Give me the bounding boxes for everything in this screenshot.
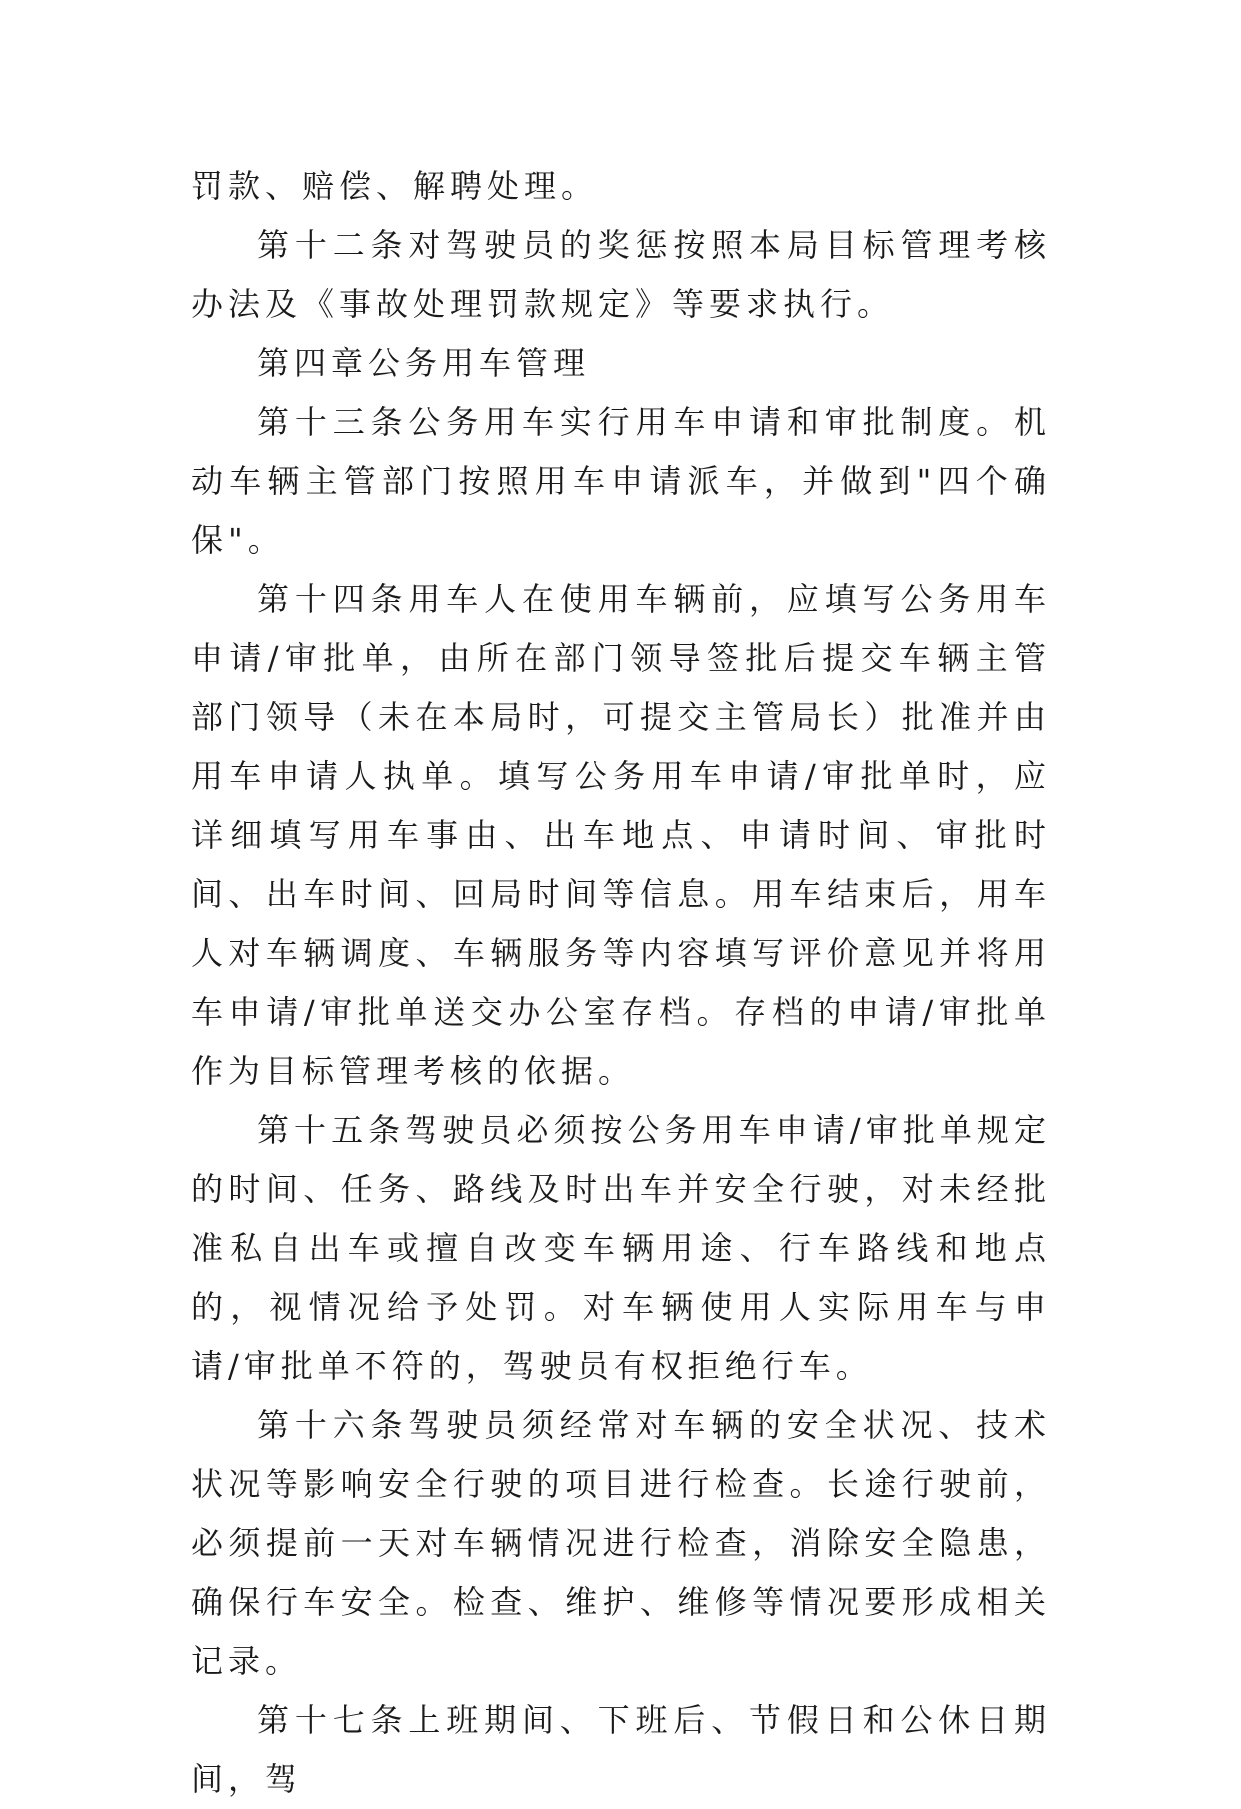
document-body (191, 157, 1051, 1809)
chapter-heading-4: 第四章公务用车管理 (257, 344, 591, 382)
paragraph-article-17: 第十七条上班期间、下班后、节假日和公休日期间，驾 (191, 1701, 1051, 1798)
paragraph-1: 罚款、赔偿、解聘处理。 (191, 167, 599, 205)
paragraph-article-12: 第十二条对驾驶员的奖惩按照本局目标管理考核办法及《事故处理罚款规定》等要求执行。 (191, 226, 1051, 323)
paragraph-article-16: 第十六条驾驶员须经常对车辆的安全状况、技术状况等影响安全行驶的项目进行检查。长途行驶前，必须提前一天对车辆情况进行检查，消除安全隐患，确保行车安全。检查、维护、维修等情况要形成相关记录。 (191, 1406, 1051, 1680)
paragraph-article-15: 第十五条驾驶员必须按公务用车申请/审批单规定的时间、任务、路线及时出车并安全行驶，对未经批准私自出车或擅自改变车辆用途、行车路线和地点的，视情况给予处罚。对车辆使用人实际用车与申请/审批单不符的，驾驶员有权拒绝行车。 (191, 1111, 1051, 1385)
paragraph-article-13: 第十三条公务用车实行用车申请和审批制度。机动车辆主管部门按照用车申请派车，并做到"四个确保"。 (191, 403, 1051, 559)
paragraph-article-14: 第十四条用车人在使用车辆前，应填写公务用车申请/审批单，由所在部门领导签批后提交车辆主管部门领导（未在本局时，可提交主管局长）批准并由用车申请人执单。填写公务用车申请/审批单时，应详细填写用车事由、出车地点、申请时间、审批时间、出车时间、回局时间等信息。用车结束后，用车人对车辆调度、车辆服务等内容填写评价意见并将用车申请/审批单送交办公室存档。存档的申请/审批单作为目标管理考核的依据。 (191, 580, 1051, 1090)
